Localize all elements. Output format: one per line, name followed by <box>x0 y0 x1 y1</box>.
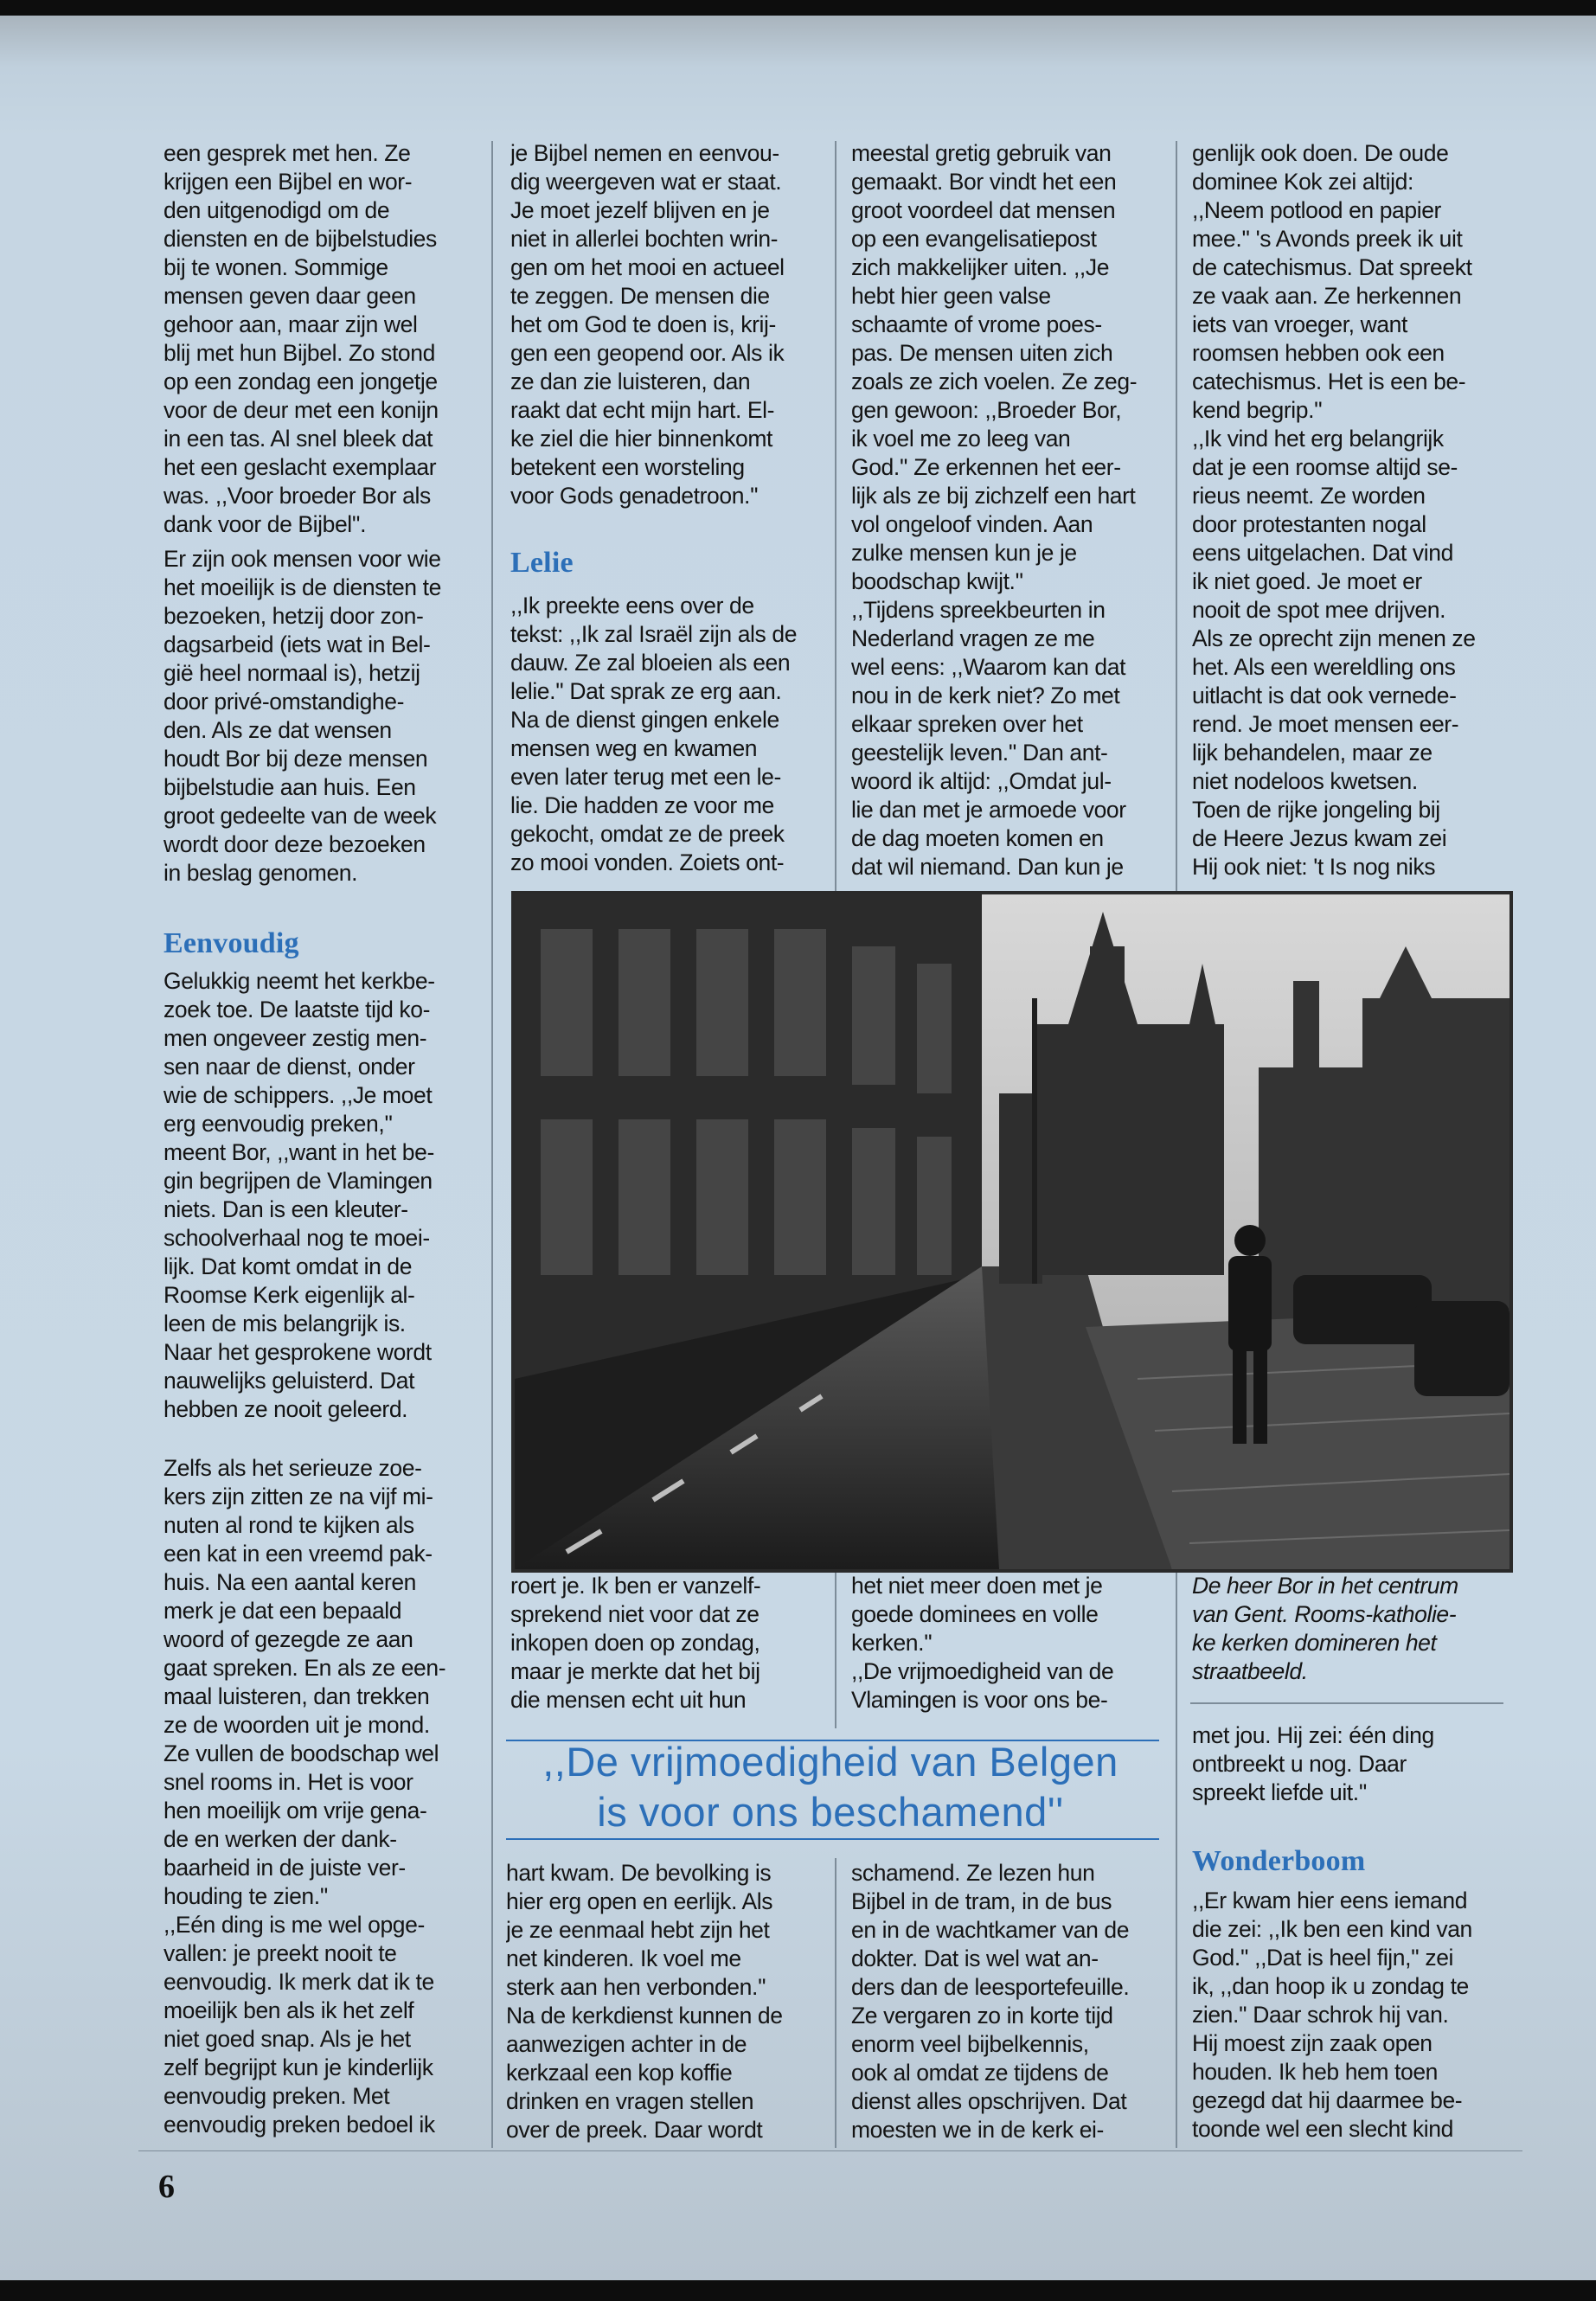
column-rule-2b <box>835 1573 836 1728</box>
column-2-text-b: ,,Ik preekte eens over de tekst: ,,Ik zal Israël zijn als de dauw. Ze zal bloeien als een lelie.'' Dat sprak ze erg aan. Na de dienst gingen enkele mensen weg en kwamen even later terug met een le- lie. Die hadden ze voor me gekocht, omdat ze de preek zo mooi vonden. Zoiets ont- <box>510 593 798 875</box>
subheading-eenvoudig: Eenvoudig <box>163 927 299 959</box>
column-2-text-d: hart kwam. De bevolking is hier erg open en eerlijk. Als je ze eenmaal hebt zijn het net kinderen. Ik voel me sterk aan hen verbonden.'' Na de kerkdienst kunnen de aanwezigen achter in de kerkzaal een kop koffie drinken en vragen stellen over de preek. Daar wordt <box>506 1860 783 2143</box>
column-rule-3a <box>1176 141 1177 894</box>
column-2-text-a: je Bijbel nemen en eenvou- dig weergeven wat er staat. Je moet jezelf blijven en je niet in allerlei bochten wrin- gen om het mooi en actueel te zeggen. De mensen die het om God te doen is, krij- gen een geopend oor. Als ik ze dan zie luisteren, dan raakt dat echt mijn hart. El- ke ziel die hier binnenkomt betekent een worsteling voor Gods genadetroon.'' <box>510 140 785 509</box>
pull-quote: ,,De vrijmoedigheid van Belgen is voor ons beschamend'' <box>542 1739 1118 1835</box>
column-rule-2a <box>835 141 836 894</box>
column-3-text-b: het niet meer doen met je goede dominees en volle kerken.'' ,,De vrijmoedigheid van de Vlamingen is voor ons be- <box>851 1573 1114 1713</box>
column-3-text-c: schamend. Ze lezen hun Bijbel in de tram, in de bus en in de wachtkamer van de dokter. Dat is wel wat an- ders dan de leesportefeuille. Ze vergaren zo in korte tijd enorm veel bijbelkennis, ook al omdat ze tijdens de dienst alles opschrijven. Dat moesten we in de kerk ei- <box>851 1860 1130 2143</box>
column-1-text-d: Zelfs als het serieuze zoe- kers zijn zitten ze na vijf mi- nuten al rond te kijken als een kat in een vreemd pak- huis. Na een aantal keren merk je dat een bepaald woord of gezegde ze aan gaat spreken. En als ze een- maal luisteren, dan trekken ze de woorden uit je mond. Ze vullen de boodschap wel snel rooms in. Het is voor hen moeilijk om vrije gena- de en werken der dank- baarheid in de juiste ver- houding te zien.'' ,,Eén ding is me wel opge- vallen: je preekt nooit te eenvoudig. Ik merk dat ik te moeilijk ben als ik het zelf niet goed snap. Als je het zelf begrijpt kun je kinderlijk eenvoudig preken. Met eenvoudig preken bedoel ik <box>163 1455 446 2138</box>
column-1-text-a: een gesprek met hen. Ze krijgen een Bijbel en wor- den uitgenodigd om de diensten en de bijbelstudies bij te wonen. Sommige mensen geven daar geen gehoor aan, maar zijn wel blij met hun Bijbel. Zo stond op een zondag een jongetje voor de deur met een konijn in een tas. Al snel bleek dat het een geslacht exemplaar was. ,,Voor broeder Bor als dank voor de Bijbel''. <box>163 140 439 537</box>
column-4-text-a: genlijk ook doen. De oude dominee Kok zei altijd: ,,Neem potlood en papier mee.'' 's Avonds preek ik uit de catechismus. Dat spreekt ze vaak aan. Ze herkennen iets van vroeger, want roomsen hebben ook een catechismus. Het is een be- kend begrip.'' ,,Ik vind het erg belangrijk dat je een roomse altijd se- rieus neemt. Ze worden door protestanten nogal eens uitgelachen. Dat vind ik niet goed. Je moet er nooit de spot mee drijven. Als ze oprecht zijn menen ze het. Als een wereldling ons uitlacht is dat ook vernede- rend. Je moet mensen eer- lijk behandelen, maar ze niet nodeloos kwetsen. Toen de rijke jongeling bij de Heere Jezus kwam zei Hij ook niet: 't Is nog niks <box>1192 140 1476 880</box>
column-rule-3b <box>1176 1573 1177 2148</box>
column-2-text-c: roert je. Ik ben er vanzelf- sprekend niet voor dat ze inkopen doen op zondag, maar je merkte dat het bij die mensen echt uit hun <box>510 1573 761 1713</box>
magazine-page <box>0 16 1596 2280</box>
subheading-wonderboom: Wonderboom <box>1192 1845 1366 1877</box>
subheading-lelie: Lelie <box>510 547 574 579</box>
pull-quote-rule-bottom <box>506 1838 1159 1840</box>
street-photo-illustration <box>515 894 1509 1569</box>
column-1-text-c: Gelukkig neemt het kerkbe- zoek toe. De laatste tijd ko- men ongeveer zestig men- sen naar de dienst, onder wie de schippers. ,,Je moet erg eenvoudig preken,'' meent Bor, ,,want in het be- gin begrijpen de Vlamingen niets. Dan is een kleuter- schoolverhaal nog te moei- lijk. Dat komt omdat in de Roomse Kerk eigenlijk al- leen de mis belangrijk is. Naar het gesprokene wordt nauwelijks geluisterd. Dat hebben ze nooit geleerd. <box>163 968 435 1422</box>
column-rule-2c <box>835 1858 836 2148</box>
lamp-post <box>1032 998 1037 1284</box>
column-3-text-a: meestal gretig gebruik van gemaakt. Bor vindt het een groot voordeel dat mensen op een evangelisatiepost zich makkelijker uiten. ,,Je hebt hier geen valse schaamte of vrome poes- pas. De mensen uiten zich zoals ze zich voelen. Ze zeg- gen gewoon: ,,Broeder Bor, ik voel me zo leeg van God.'' Ze erkennen het eer- lijk als ze bij zichzelf een hart vol ongeloof vinden. Aan zulke mensen kun je je boodschap kwijt.'' ,,Tijdens spreekbeurten in Nederland vragen ze me wel eens: ,,Waarom kan dat nou in de kerk niet? Zo met elkaar spreken over het geestelijk leven.'' Dan ant- woord ik altijd: ,,Omdat jul- lie dan met je armoede voor de dag moeten komen en dat wil niemand. Dan kun je <box>851 140 1138 880</box>
photo-caption: De heer Bor in het centrum van Gent. Rooms-katholie- ke kerken domineren het straatbeeld. <box>1192 1573 1458 1684</box>
caption-divider <box>1190 1702 1503 1704</box>
page-number: 6 <box>158 2169 175 2205</box>
street-photo <box>511 891 1513 1573</box>
column-1-text-b: Er zijn ook mensen voor wie het moeilijk is de diensten te bezoeken, hetzij door zon- dagsarbeid (iets wat in Bel- gië heel normaal is), hetzij door privé-omstandighe- den. Als ze dat wensen houdt Bor bij deze mensen bijbelstudie aan huis. Een groot gedeelte van de week wordt door deze bezoeken in beslag genomen. <box>163 546 441 886</box>
column-4-text-c: ,,Er kwam hier eens iemand die zei: ,,Ik ben een kind van God.'' ,,Dat is heel fijn,'' zei ik, ,,dan hoop ik u zondag te zien.'' Daar schrok hij van. Hij moest zijn zaak open houden. Ik heb hem toen gezegd dat hij daarmee be- toonde wel een slecht kind <box>1192 1888 1472 2142</box>
right-buildings <box>1259 946 1509 1327</box>
column-4-text-b: met jou. Hij zei: één ding ontbreekt u nog. Daar spreekt liefde uit.'' <box>1192 1722 1434 1805</box>
column-rule-1 <box>491 141 493 2148</box>
footer-rule <box>138 2150 1522 2151</box>
